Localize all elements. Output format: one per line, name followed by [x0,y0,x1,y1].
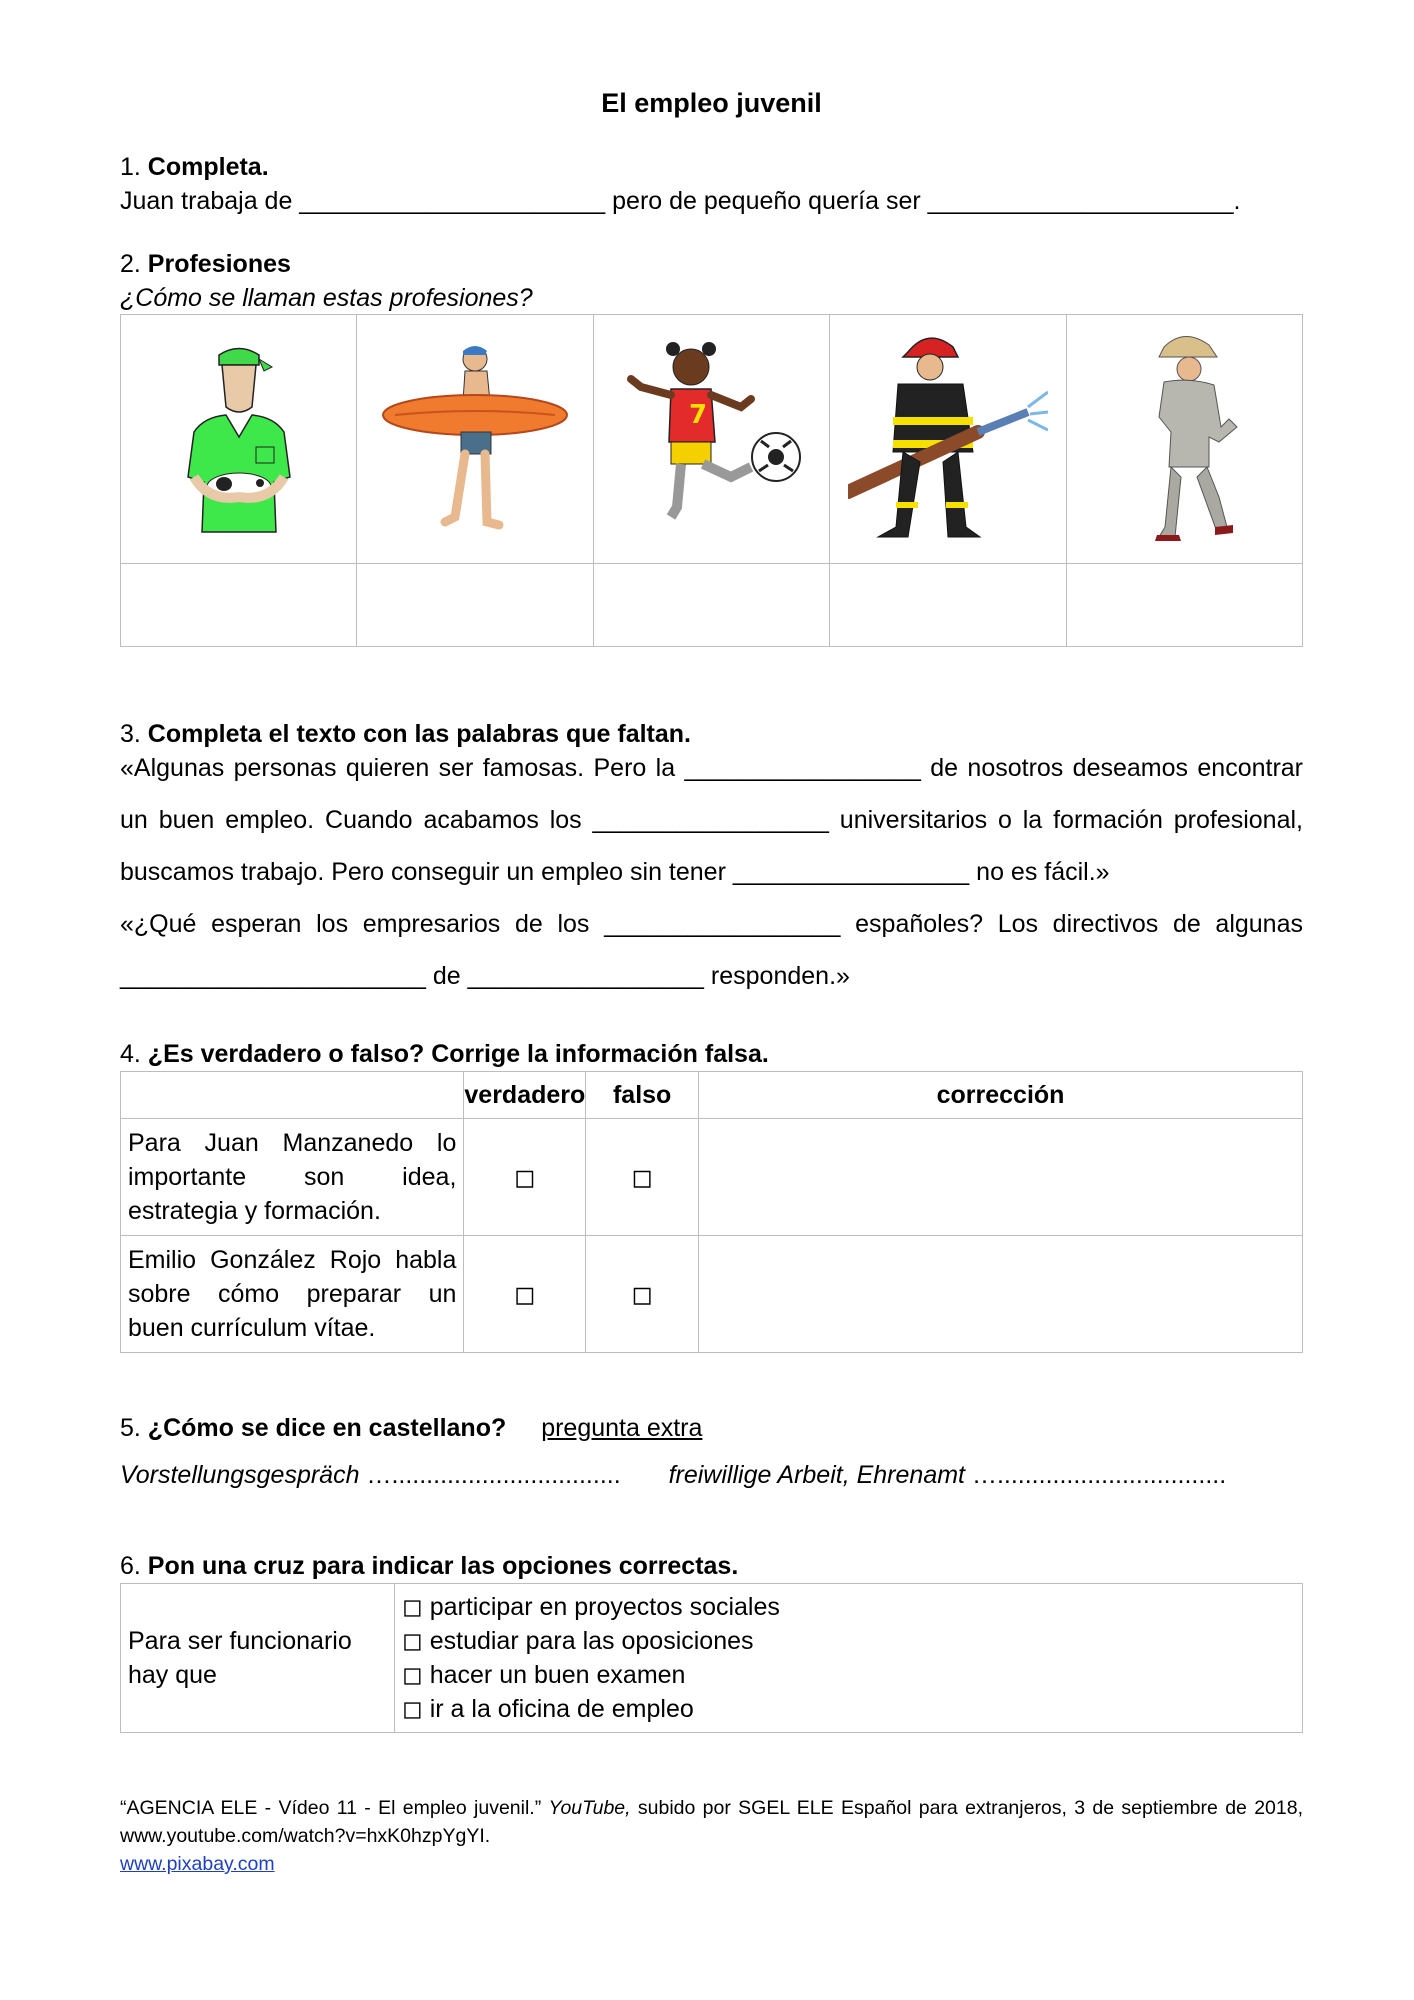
answer-cell[interactable] [593,564,830,647]
section-number: 2. [120,250,148,278]
prompt-cell [121,1584,395,1733]
option-label: hacer un buen examen [429,1661,686,1689]
extra-question-label: pregunta extra [541,1414,703,1442]
section-title: ¿Cómo se dice en castellano? [147,1414,507,1442]
surfer-image [375,337,575,537]
cloze-line-1 [120,751,1303,785]
cloze-text: no es fácil.» [969,858,1110,886]
section-number: 1. [120,153,148,181]
answer-cell[interactable] [121,564,357,647]
cloze-text: responden.» [703,962,850,990]
table-row [121,1236,1303,1353]
cloze-blank[interactable]: ______________________ [120,962,426,990]
section-3-heading [120,717,691,751]
translation-blank[interactable]: …................................. [971,1461,1227,1489]
cloze-text: de nosotros deseamos encontrar [920,754,1303,782]
option-label: ir a la oficina de empleo [429,1695,694,1723]
veterinarian-image [164,337,314,537]
true-false-table [120,1071,1303,1353]
translation-blank[interactable]: …................................. [366,1461,621,1489]
cloze-blank[interactable]: _________________ [604,910,841,938]
section-number: 3. [120,720,148,748]
statement-text: Emilio González Rojo habla sobre cómo preparar un buen currículum vítae. [121,1236,464,1353]
dancer-image [1109,327,1259,547]
cloze-text: «Algunas personas quieren ser famosas. Pero la [120,754,685,782]
cloze-text: un buen empleo. Cuando acabamos los [120,806,593,834]
true-checkbox[interactable]: ◻ [464,1119,586,1236]
options-cell [395,1584,1303,1733]
column-header-false: falso [586,1072,699,1119]
section-title: Profesiones [147,250,291,278]
football-player-image [611,337,811,537]
section-title: Completa. [147,153,269,181]
false-checkbox[interactable]: ◻ [586,1236,699,1353]
page-title: El empleo juvenil [601,88,822,118]
prompt-text: hay que [128,1661,217,1689]
cloze-blank[interactable]: _________________ [592,806,829,834]
true-checkbox[interactable]: ◻ [464,1236,586,1353]
cloze-text: buscamos trabajo. Pero conseguir un empleo sin tener [120,858,733,886]
profession-cell [357,315,594,564]
option-checkbox[interactable]: ◻ [402,1661,423,1689]
section-2-question: ¿Cómo se llaman estas profesiones? [120,284,533,312]
prompt-text: Para ser funcionario [128,1627,352,1655]
cloze-line-3 [120,855,1110,889]
option-label: estudiar para las oposiciones [429,1627,754,1655]
option-item[interactable] [402,1658,1295,1692]
citation-text: subido por SGEL ELE Español para extranjeros, 3 de septiembre de 2018, www.youtube.com/watch?v=hxK0hzpYgYI. [120,1797,1303,1847]
false-checkbox[interactable]: ◻ [586,1119,699,1236]
column-header-true: verdadero [464,1072,586,1119]
svg-text:7: 7 [689,399,708,430]
option-label: participar en proyectos sociales [429,1593,780,1621]
option-item[interactable] [402,1590,1295,1624]
answer-cell[interactable] [357,564,594,647]
cloze-text: españoles? Los directivos de algunas [840,910,1303,938]
section-1-heading [120,150,269,184]
sentence-text: pero de pequeño quería ser [605,187,928,215]
translation-line [120,1458,1226,1492]
answer-cell[interactable] [1066,564,1302,647]
correction-field[interactable] [699,1119,1303,1236]
profession-cell [1066,315,1302,564]
pixabay-link[interactable]: www.pixabay.com [120,1853,275,1875]
cloze-line-5 [120,959,850,993]
option-item[interactable] [402,1692,1295,1726]
option-checkbox[interactable]: ◻ [402,1593,423,1621]
cloze-blank[interactable]: _________________ [467,962,704,990]
german-term: freiwillige Arbeit, Ehrenamt [668,1461,965,1489]
section-title: Completa el texto con las palabras que faltan. [147,720,691,748]
section-4-heading [120,1037,769,1071]
statement-text: Para Juan Manzanedo lo importante son idea, estrategia y formación. [121,1119,464,1236]
sentence-text: . [1233,187,1241,215]
sentence-text: Juan trabaja de [120,187,300,215]
answer-blank[interactable]: ______________________ [299,187,606,215]
cloze-line-4 [120,907,1303,941]
option-checkbox[interactable]: ◻ [402,1627,423,1655]
section-number: 4. [120,1040,148,1068]
option-checkbox[interactable]: ◻ [402,1695,423,1723]
cloze-blank[interactable]: _________________ [684,754,921,782]
answer-cell[interactable] [830,564,1067,647]
answer-blank[interactable]: ______________________ [927,187,1234,215]
citation-text: YouTube, [548,1797,631,1819]
german-term: Vorstellungsgespräch [120,1461,360,1489]
empty-header [121,1072,464,1119]
table-row [121,1119,1303,1236]
profession-cell [593,315,830,564]
cloze-text: de [425,962,468,990]
footer [120,1794,1303,1878]
professions-table [120,314,1303,647]
correction-field[interactable] [699,1236,1303,1353]
section-number: 5. [120,1414,148,1442]
option-item[interactable] [402,1624,1295,1658]
cloze-text: «¿Qué esperan los empresarios de los [120,910,605,938]
profession-cell [830,315,1067,564]
cloze-line-2 [120,803,1303,837]
column-header-correction: corrección [699,1072,1303,1119]
profession-cell [121,315,357,564]
options-table [120,1583,1303,1733]
section-title: Pon una cruz para indicar las opciones correctas. [147,1552,739,1580]
cloze-blank[interactable]: _________________ [732,858,970,886]
cloze-text: universitarios o la formación profesional, [828,806,1303,834]
section-6-heading [120,1549,738,1583]
source-citation [120,1794,1303,1850]
section-2-heading [120,247,291,281]
section-title: ¿Es verdadero o falso? Corrige la información falsa. [147,1040,769,1068]
section-5-heading [120,1411,702,1445]
citation-text: “AGENCIA ELE - Vídeo 11 - El empleo juvenil.” [120,1797,549,1819]
section-1-sentence [120,184,1241,218]
section-number: 6. [120,1552,148,1580]
firefighter-image [848,322,1048,552]
